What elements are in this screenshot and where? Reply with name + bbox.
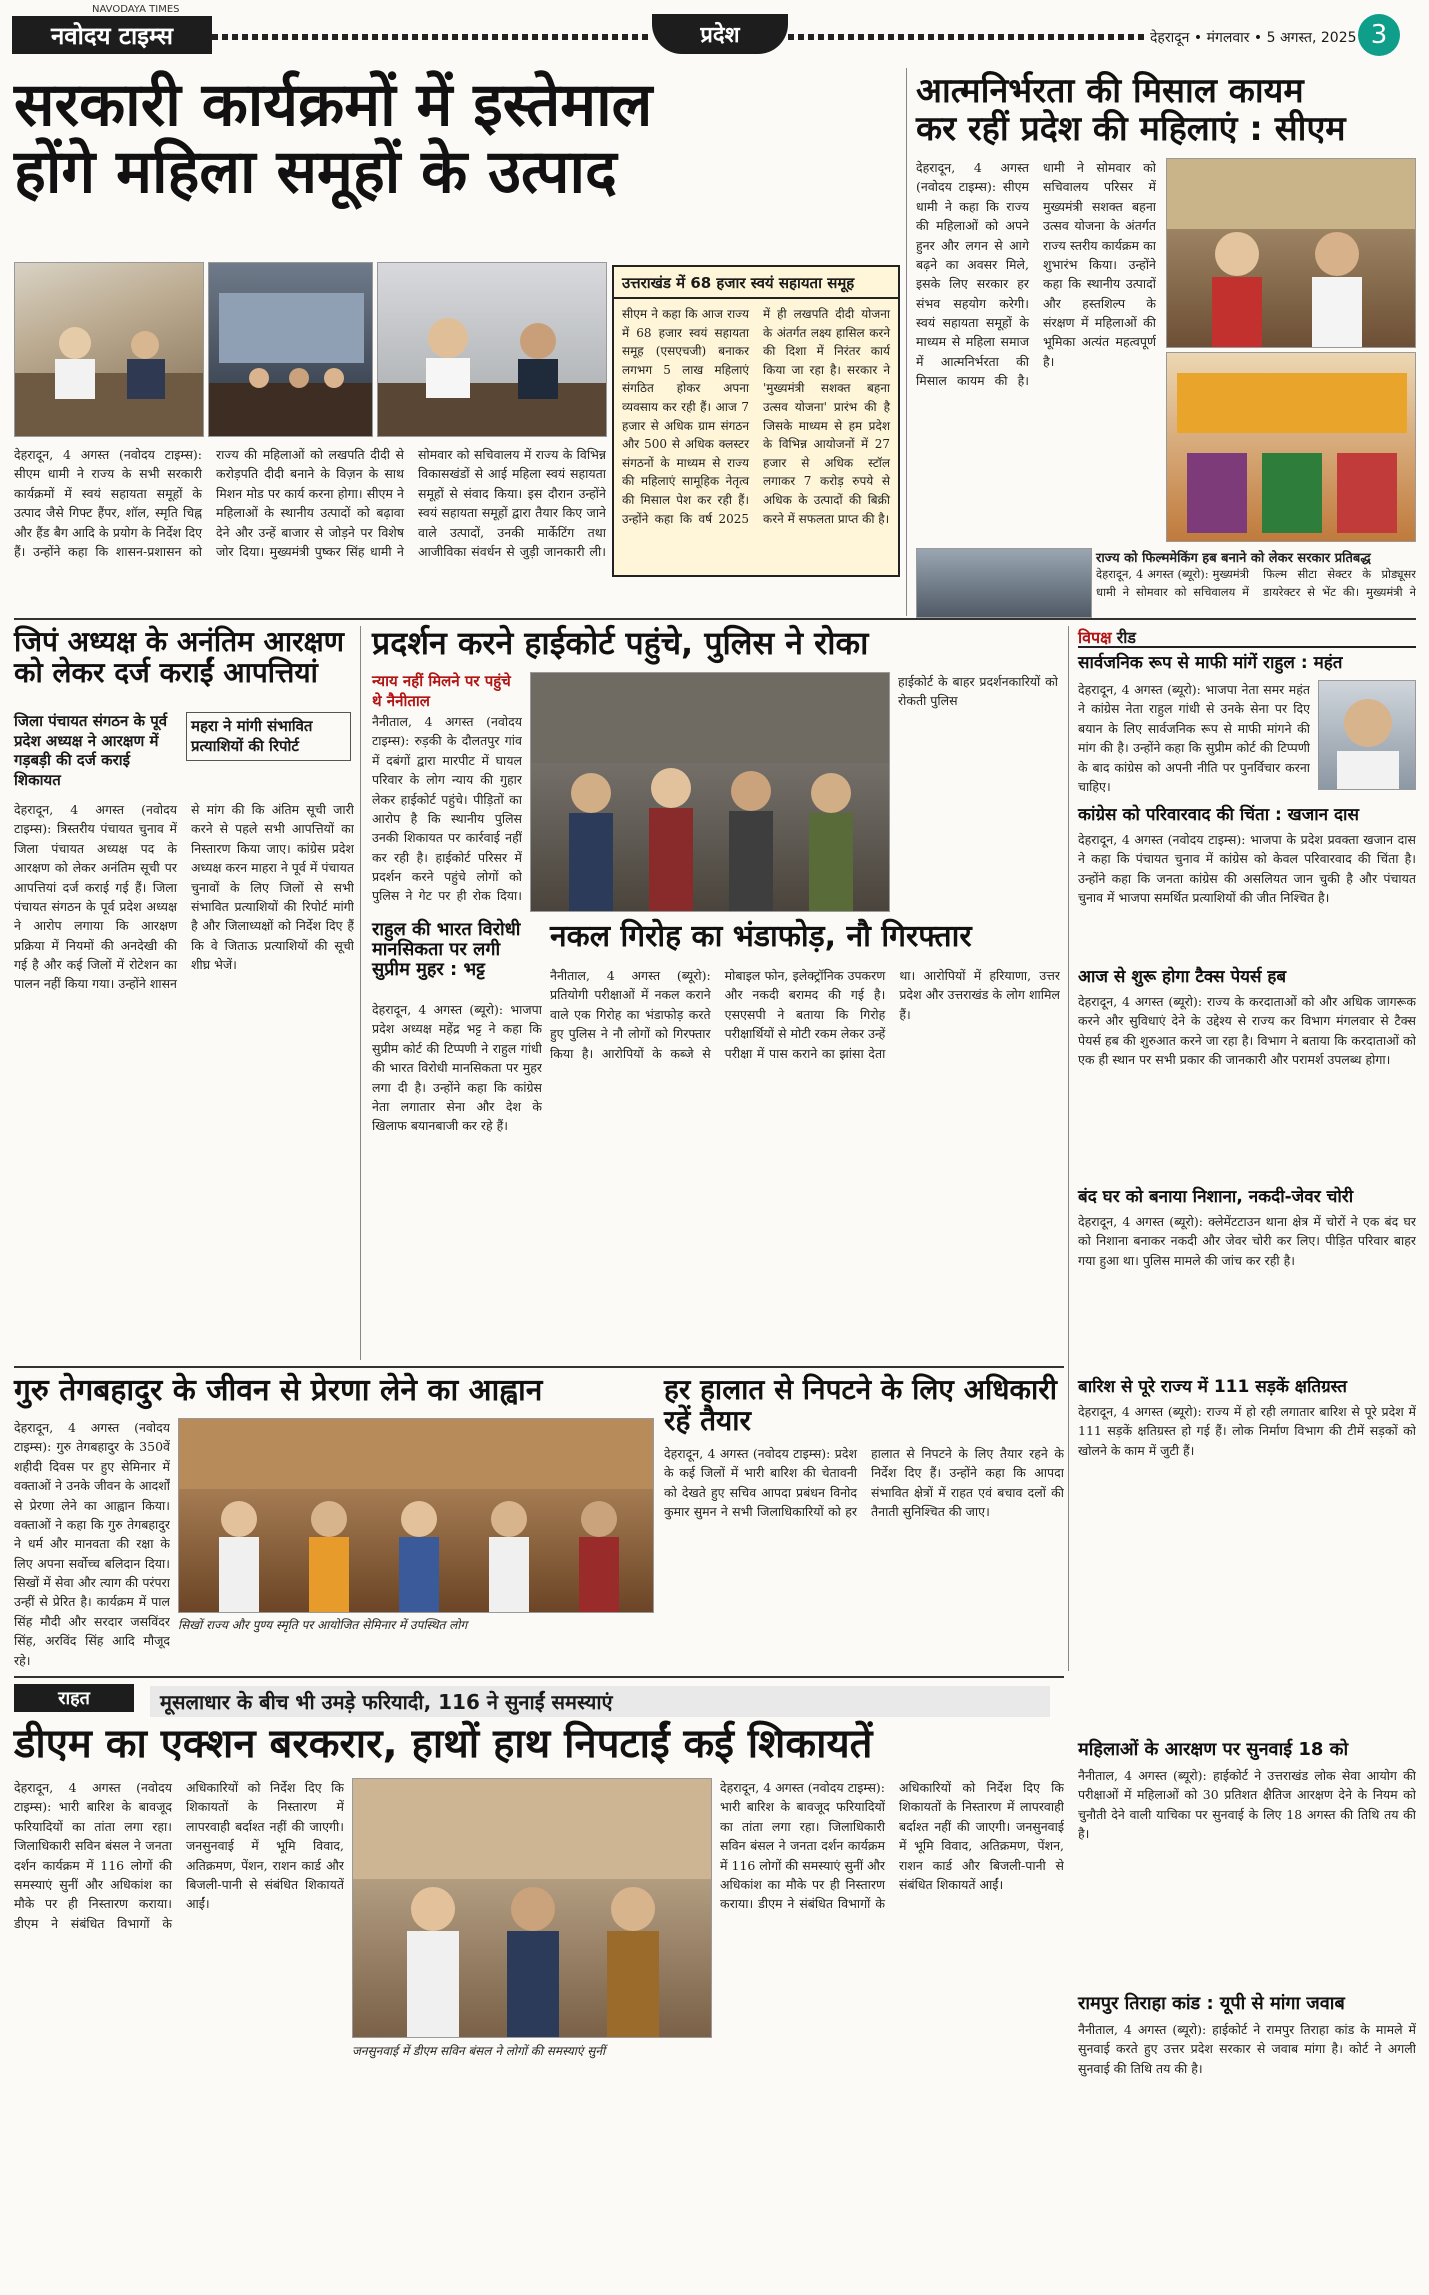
- cm-women-headline-line2: कर रहीं प्रदेश की महिलाएं : सीएम: [916, 109, 1346, 150]
- reservation-body: नैनीताल, 4 अगस्त (ब्यूरो): हाईकोर्ट ने उत्तराखंड लोक सेवा आयोग की परीक्षाओं में महिलाओं को 30 प्रतिशत क्षैतिज आरक्षण देने के नियम को चुनौती देने वाली याचिका पर सुनवाई के लिए 18 अगस्त की तिथि तय की है।: [1078, 1768, 1416, 1842]
- hc-subhead: न्याय नहीं मिलने पर पहुंचे थे नैनीताल: [372, 672, 511, 710]
- masthead: [0, 0, 1429, 62]
- lead-headline-line1: सरकारी कार्यक्रमों में इस्तेमाल: [14, 70, 653, 140]
- column-rule: [906, 68, 907, 616]
- zila-subhead: जिला पंचायत संगठन के पूर्व प्रदेश अध्यक्ष ने आरक्षण में गड़बड़ी की दर्ज कराई शिकायत: [14, 712, 168, 789]
- box-68k-title: उत्तराखंड में 68 हजार स्वयं सहायता समूह: [614, 267, 898, 299]
- date-line: देहरादून • मंगलवार • 5 अगस्त, 2025: [1150, 30, 1357, 46]
- zila-headline-line2: को लेकर दर्ज कराईं आपत्तियां: [14, 656, 318, 690]
- masthead-rule-left: [212, 34, 652, 40]
- lead-photo-2: [208, 262, 373, 437]
- zila-headline: [14, 626, 354, 689]
- column-rule-3: [1068, 626, 1069, 1671]
- rahat-headline: डीएम का एक्शन बरकरार, हाथों हाथ निपटाईं कई शिकायतें: [14, 1721, 873, 1767]
- film-caption: राज्य को फिल्ममेकिंग हब बनाने को लेकर सरकार प्रतिबद्ध: [1096, 551, 1371, 566]
- guru-photo: [178, 1418, 654, 1613]
- congress-headline: कांग्रेस को परिवारवाद की चिंता : खजान दास: [1078, 805, 1359, 825]
- vice-header: [1078, 626, 1416, 648]
- section-rule: [14, 618, 1416, 620]
- guru-caption: सिखों राज्य और पुण्य स्मृति पर आयोजित सेमिनार में उपस्थित लोग: [178, 1618, 468, 1632]
- meeting-photo-graphic: [15, 263, 204, 437]
- cm-women-headline-line1: आत्मनिर्भरता की मिसाल कायम: [916, 71, 1304, 111]
- lead-body: देहरादून, 4 अगस्त (नवोदय टाइम्स): सीएम धामी ने राज्य के सभी सरकारी कार्यक्रमों में स्वयं सहायता समूहों के उत्पाद जैसे गिफ्ट हैंपर, शॉल, स्मृति चिह्न और हैंड बैग आदि के प्रयोग के निर्देश दिए हैं। उन्होंने कहा कि शासन-प्रशासन को राज्य की महिलाओं को लखपति दीदी से करोड़पति दीदी बनाने के विज़न के साथ मिशन मोड पर कार्य करना होगा। सीएम ने महिलाओं के स्थानीय उत्पादों को बढ़ावा देने और उन्हें बाजार से जोड़ने पर विशेष जोर दिया। मुख्यमंत्री पुष्कर सिंह धामी ने सोमवार को सचिवालय में राज्य के विभिन्न विकासखंडों से आई महिला स्वयं सहायता समूहों से संवाद किया। इस दौरान उन्होंने स्वयं सहायता समूहों द्वारा तैयार किए जाने वाले उत्पादों, उनकी मार्केटिंग तथा आजीविका संवर्धन से जुड़ी जानकारी ली।: [14, 447, 606, 559]
- page-number: 3: [1358, 14, 1400, 56]
- cm-women-body: देहरादून, 4 अगस्त (नवोदय टाइम्स): सीएम धामी ने कहा कि राज्य की महिलाओं को अपने हुनर और लगन से आगे बढ़ने का अवसर मिले, इसके लिए सरकार हर संभव सहयोग करेगी। स्वयं सहायता समूहों के माध्यम से महिला समाज में आत्मनिर्भरता की मिसाल कायम की है। धामी ने सोमवार को सचिवालय परिसर में मुख्यमंत्री सशक्त बहना उत्सव योजना के अंतर्गत राज्य स्तरीय कार्यक्रम का शुभारंभ किया। उन्होंने कहा कि स्थानीय उत्पादों और हस्तशिल्प के संरक्षण में महिलाओं की भूमिका अत्यंत महत्वपूर्ण है।: [916, 160, 1156, 389]
- theft-body: देहरादून, 4 अगस्त (ब्यूरो): क्लेमेंटटाउन थाना क्षेत्र में चोरों ने एक बंद घर को निशाना बनाकर नकदी और जेवर चोरी कर लिए। पीड़ित परिवार बाहर गया हुआ था। पुलिस मामले की जांच कर रही है।: [1078, 1214, 1416, 1268]
- portrait-graphic: [1319, 681, 1416, 790]
- stall-photo-graphic: [1167, 353, 1416, 542]
- column-rule-2: [360, 626, 361, 1360]
- cm-women-photo-2: [1166, 352, 1416, 542]
- guru-body: देहरादून, 4 अगस्त (नवोदय टाइम्स): गुरु तेगबहादुर के 350वें शहीदी दिवस पर हुए सेमिनार में वक्ताओं ने उनके जीवन के आदर्शों से प्रेरणा लेने का आह्वान किया। वक्ताओं ने कहा कि गुरु तेगबहादुर ने धर्म और मानवता की रक्षा के लिए अपना सर्वोच्च बलिदान दिया। सिखों में सेवा और त्याग की परंपरा उन्हीं से प्रेरित है। कार्यक्रम में पाल सिंह मौदी और सरदार जसविंदर सिंह, अरविंद सिंह आदि मौजूद रहे।: [14, 1420, 170, 1668]
- film-body: देहरादून, 4 अगस्त (ब्यूरो): मुख्यमंत्री धामी ने सोमवार को सचिवालय में फिल्म सीटा सेक्टर के प्रोड्यूसर डायरेक्टर से भेंट की। मुख्यमंत्री ने: [1096, 567, 1416, 599]
- hc-headline: प्रदर्शन करने हाईकोर्ट पहुंचे, पुलिस ने रोका: [372, 624, 869, 662]
- nakal-headline: नकल गिरोह का भंडाफोड़, नौ गिरफ्तार: [550, 919, 972, 954]
- zila-body: देहरादून, 4 अगस्त (नवोदय टाइम्स): त्रिस्तरीय पंचायत चुनाव में जिला पंचायत अध्यक्ष पद के आरक्षण को लेकर अनंतिम सूची पर आपत्तियां दर्ज कराई गई हैं। जिला पंचायत संगठन के पूर्व प्रदेश अध्यक्ष ने आरोप लगाया कि आरक्षण प्रक्रिया में नियमों की अनदेखी की गई है और कई जिलों में रोटेशन का पालन नहीं किया गया। उन्होंने शासन से मांग की कि अंतिम सूची जारी करने से पहले सभी आपत्तियों का निस्तारण किया जाए। कांग्रेस प्रदेश अध्यक्ष करन माहरा ने पूर्व में पंचायत चुनावों के लिए जिलों से सभी संभावित प्रत्याशियों की रिपोर्ट मांगी है और जिलाध्यक्षों को निर्देश दिए हैं कि वे जिताऊ प्रत्याशियों की सूची शीघ्र भेजें।: [14, 802, 354, 992]
- rahat-body-continued: देहरादून, 4 अगस्त (नवोदय टाइम्स): भारी बारिश के बावजूद फरियादियों का तांता लगा रहा। जिलाधिकारी सविन बंसल ने जनता दर्शन कार्यक्रम में 116 लोगों की समस्याएं सुनीं और अधिकांश का मौके पर ही निस्तारण कराया। डीएम ने संबंधित विभागों के अधिकारियों को निर्देश दिए कि शिकायतों के निस्तारण में लापरवाही बर्दाश्त नहीं की जाएगी। जनसुनवाई में भूमि विवाद, अतिक्रमण, पेंशन, राशन कार्ड और बिजली-पानी से संबंधित शिकायतें आईं।: [720, 1780, 1064, 1912]
- zila-subhead-2: महरा ने मांगी संभावित प्रत्याशियों की रिपोर्ट: [186, 712, 351, 761]
- officers-headline: हर हालात से निपटने के लिए अधिकारी रहें तैयार: [664, 1373, 1057, 1438]
- rampur-headline: रामपुर तिराहा कांड : यूपी से मांगा जवाब: [1078, 1993, 1345, 2014]
- vice-headline: सार्वजनिक रूप से माफी मांगें राहुल : महंत: [1078, 653, 1343, 673]
- guru-headline: गुरु तेगबहादुर के जीवन से प्रेरणा लेने का आह्वान: [14, 1373, 543, 1408]
- newspaper-logo: नवोदय टाइम्स: [12, 16, 212, 54]
- box-68k-body: सीएम ने कहा कि आज राज्य में 68 हजार स्वयं सहायता समूह (एसएचजी) बनाकर लगभग 5 लाख महिलाएं संगठित होकर अपना व्यवसाय कर रही हैं। आज 7 हजार से अधिक ग्राम संगठन और 500 से अधिक क्लस्टर संगठनों के माध्यम से राज्य की महिलाएं सामूहिक नेतृत्व की मिसाल पेश कर रही हैं। उन्होंने कहा कि वर्ष 2025 में ही लखपति दीदी योजना के अंतर्गत लक्ष्य हासिल करने की दिशा में निरंतर कार्य किया जा रहा है। सरकार ने 'मुख्यमंत्री सशक्त बहना उत्सव योजना' प्रारंभ की है जिसके माध्यम से हम प्रदेश के विभिन्न आयोजनों में 27 हजार से अधिक स्टॉल लगाकर 7 करोड़ रुपये से अधिक के उत्पादों की बिक्री करने में सफलता प्राप्त की है।: [622, 307, 890, 526]
- cm-women-photo-1: [1166, 158, 1416, 348]
- rahat-photo: [352, 1778, 712, 2038]
- seminar-photo-graphic: [179, 1419, 654, 1613]
- reservation-headline: महिलाओं के आरक्षण पर सुनवाई 18 को: [1078, 1739, 1349, 1760]
- vice-photo: [1318, 680, 1416, 790]
- rahat-label: राहत: [14, 1684, 134, 1712]
- lead-photo-3: [377, 262, 607, 437]
- rahat-caption: जनसुनवाई में डीएम सविन बंसल ने लोगों की समस्याएं सुनीं: [352, 2044, 606, 2058]
- cm-women-headline: [916, 72, 1416, 148]
- hc-photo: [530, 672, 890, 912]
- vice-title: रीड: [1116, 628, 1136, 647]
- rain-body: देहरादून, 4 अगस्त (ब्यूरो): राज्य में हो रही लगातार बारिश से पूरे प्रदेश में 111 सड़कें क्षतिग्रस्त हो गई हैं। लोक निर्माण विभाग की टीमें सड़कों को खोलने के काम में जुटी हैं।: [1078, 1404, 1416, 1458]
- hearing-photo-graphic: [353, 1779, 712, 2038]
- rahat-body: देहरादून, 4 अगस्त (नवोदय टाइम्स): भारी बारिश के बावजूद फरियादियों का तांता लगा रहा। जिलाधिकारी सविन बंसल ने जनता दर्शन कार्यक्रम में 116 लोगों की समस्याएं सुनीं और अधिकांश का मौके पर ही निस्तारण कराया। डीएम ने संबंधित विभागों के अधिकारियों को निर्देश दिए कि शिकायतों के निस्तारण में लापरवाही बर्दाश्त नहीं की जाएगी। जनसुनवाई में भूमि विवाद, अतिक्रमण, पेंशन, राशन कार्ड और बिजली-पानी से संबंधित शिकायतें आईं।: [14, 1780, 344, 1931]
- lead-photo-1: [14, 262, 204, 437]
- lead-headline-line2: होंगे महिला समूहों के उत्पाद: [14, 137, 617, 208]
- nakal-body: नैनीताल, 4 अगस्त (ब्यूरो): प्रतियोगी परीक्षाओं में नकल कराने वाले एक गिरोह का भंडाफोड़ करते हुए पुलिस ने नौ लोगों को गिरफ्तार किया है। आरोपियों के कब्जे से मोबाइल फोन, इलेक्ट्रॉनिक उपकरण और नकदी बरामद की गई है। एसएसपी ने बताया कि गिरोह परीक्षार्थियों से मोटी रकम लेकर उन्हें परीक्षा में पास कराने का झांसा देता था। आरोपियों में हरियाणा, उत्तर प्रदेश और उत्तराखंड के लोग शामिल हैं।: [550, 968, 1060, 1061]
- conference-photo-graphic: [209, 263, 373, 437]
- hc-body-continued: हाईकोर्ट के बाहर प्रदर्शनकारियों को रोकती पुलिस: [898, 674, 1058, 709]
- masthead-small-title: NAVODAYA TIMES: [92, 4, 180, 15]
- section-rule-3: [14, 1676, 1064, 1678]
- officers-body: देहरादून, 4 अगस्त (नवोदय टाइम्स): प्रदेश के कई जिलों में भारी बारिश की चेतावनी को देखते हुए सचिव आपदा प्रबंधन विनोद कुमार सुमन ने सभी जिलाधिकारियों को हर हालात से निपटने के लिए तैयार रहने के निर्देश दिए हैं। उन्होंने कहा कि आपदा संभावित क्षेत्रों में राहत एवं बचाव दलों की तैनाती सुनिश्चित की जाए।: [664, 1446, 1064, 1520]
- section-label: प्रदेश: [652, 14, 788, 54]
- theft-headline: बंद घर को बनाया निशाना, नकदी-जेवर चोरी: [1078, 1187, 1354, 1207]
- rain-headline: बारिश से पूरे राज्य में 111 सड़कें क्षतिग्रस्त: [1078, 1377, 1347, 1397]
- rahat-kicker: मूसलाधार के बीच भी उमड़े फरियादी, 116 ने सुनाईं समस्याएं: [150, 1686, 1050, 1717]
- protest-photo-graphic: [531, 673, 890, 912]
- tax-body: देहरादून, 4 अगस्त (ब्यूरो): राज्य के करदाताओं को और अधिक जागरूक करने और सुविधाएं देने के उद्देश्य से राज्य कर विभाग मंगलवार से टैक्स पेयर्स हब की शुरुआत करने जा रहा है। विभाग ने बताया कि करदाताओं को एक ही स्थान पर सभी प्रकार की जानकारी और परामर्श उपलब्ध होगा।: [1078, 994, 1416, 1068]
- rahul-body: देहरादून, 4 अगस्त (ब्यूरो): भाजपा प्रदेश अध्यक्ष महेंद्र भट्ट ने कहा कि सुप्रीम कोर्ट की टिप्पणी ने राहुल गांधी की भारत विरोधी मानसिकता पर मुहर लगा दी है। उन्होंने कहा कि कांग्रेस नेता लगातार सेना और देश के खिलाफ बयानबाजी कर रहे हैं।: [372, 1002, 542, 1134]
- vice-body: देहरादून, 4 अगस्त (ब्यूरो): भाजपा नेता समर महंत ने कांग्रेस नेता राहुल गांधी से उनके सेना पर दिए बयान के लिए सार्वजनिक रूप से माफी मांगने की मांग की है। उन्होंने कहा कि सुप्रीम कोर्ट की टिप्पणी के बाद कांग्रेस को अपनी नीति पर पुनर्विचार करना चाहिए।: [1078, 682, 1310, 794]
- hc-body: नैनीताल, 4 अगस्त (नवोदय टाइम्स): रुड़की के दौलतपुर गांव में दबंगों द्वारा मारपीट में घायल परिवार के लोग न्याय की गुहार लेकर हाईकोर्ट पहुंचे। पीड़ितों का आरोप है कि स्थानीय पुलिस उनकी शिकायत पर कार्रवाई नहीं कर रही है। हाईकोर्ट परिसर में प्रदर्शन करने पहुंचे लोगों को पुलिस ने गेट पर ही रोक दिया।: [372, 714, 522, 904]
- rampur-body: नैनीताल, 4 अगस्त (ब्यूरो): हाईकोर्ट ने रामपुर तिराहा कांड के मामले में सुनवाई करते हुए उत्तर प्रदेश सरकार से जवाब मांगा है। कोर्ट ने अगली सुनवाई की तिथि तय की है।: [1078, 2022, 1416, 2076]
- women-photo-graphic: [1167, 159, 1416, 348]
- film-photo: [916, 548, 1092, 618]
- officials-photo-graphic: [378, 263, 607, 437]
- section-rule-2: [14, 1366, 1064, 1368]
- lead-headline: [14, 72, 894, 206]
- box-68k: [612, 265, 900, 577]
- masthead-rule-right: [788, 34, 1148, 40]
- vice-tag: विपक्ष: [1078, 628, 1112, 647]
- congress-body: देहरादून, 4 अगस्त (नवोदय टाइम्स): भाजपा के प्रदेश प्रवक्ता खजान दास ने कहा कि पंचायत चुनाव में कांग्रेस को केवल परिवारवाद की चिंता है। उन्होंने कहा कि जनता कांग्रेस की असलियत जान चुकी है और पंचायत चुनाव में भाजपा समर्थित प्रत्याशियों की जीत निश्चित है।: [1078, 832, 1416, 906]
- rahul-headline: राहुल की भारत विरोधी मानसिकता पर लगी सुप्रीम मुहर : भट्ट: [372, 919, 521, 981]
- tax-headline: आज से शुरू होगा टैक्स पेयर्स हब: [1078, 967, 1287, 987]
- zila-headline-line1: जिपं अध्यक्ष के अनंतिम आरक्षण: [14, 625, 344, 658]
